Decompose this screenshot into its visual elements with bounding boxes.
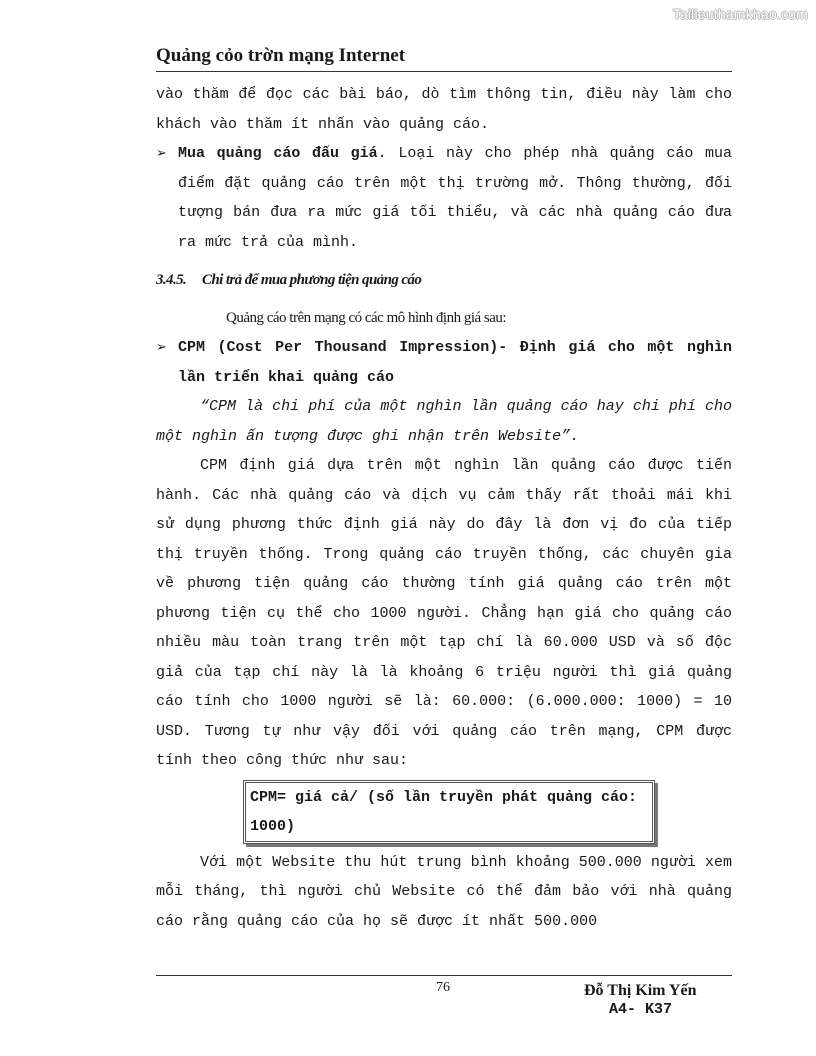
arrow-bullet-icon: ➢ xyxy=(156,340,167,355)
section-number: 3.4.5. xyxy=(156,272,187,288)
paragraph-continuation: vào thăm để đọc các bài báo, dò tìm thông tin, điều này làm cho khách vào thăm ít nhấn vào quảng cáo. xyxy=(156,86,732,133)
paragraph-website-example: Với một Website thu hút trung bình khoảng 500.000 người xem mỗi tháng, thì người chủ Website có thể đảm bảo với nhà quảng cáo rằng quảng cáo của họ sẽ được ít nhất 500.000 xyxy=(156,853,732,930)
cpm-definition-quote: “CPM là chi phí của một nghìn lần quảng cáo hay chi phí cho một nghìn ấn tượng được ghi nhận trên Website”. xyxy=(156,398,732,445)
bullet-cpm xyxy=(156,333,732,392)
footer-divider xyxy=(156,975,732,976)
author-class: A4- K37 xyxy=(609,1001,673,1018)
formula-box: CPM= giá cả/ (số lần truyền phát quảng cáo: 1000) xyxy=(243,780,655,844)
section-heading xyxy=(156,263,732,297)
bullet-auction xyxy=(156,139,732,257)
document-body xyxy=(156,80,732,936)
bullet-auction-term: Mua quảng cáo đấu giá xyxy=(178,145,378,162)
page-number: 76 xyxy=(436,980,450,995)
section-title: Chi trả để mua phương tiện quảng cáo xyxy=(202,272,422,288)
bullet-cpm-line1: CPM (Cost Per Thousand Impression)- Định giá cho một nghìn lần xyxy=(178,339,732,386)
watermark: Tailieuthamkhao.com xyxy=(672,6,808,22)
section-intro: Quảng cáo trên mạng có các mô hình định giá sau: xyxy=(226,310,507,326)
bullet-cpm-line2: triển khai quảng cáo xyxy=(214,368,395,386)
bullet-auction-text: . Loại này cho phép nhà quảng cáo mua điểm đặt quảng cáo trên một thị trường mở. Thông thường, đối tượng bán đưa ra mức giá tối thiểu, và các nhà quảng cáo đưa ra mức trả của mình. xyxy=(178,145,732,251)
author-name: Đỗ Thị Kim Yến xyxy=(584,982,697,999)
page-header-title: Quảng cỏo trờn mạng Internet xyxy=(156,45,406,66)
paragraph-cpm: CPM định giá dựa trên một nghìn lần quảng cáo được tiến hành. Các nhà quảng cáo và dịch vụ cảm thấy rất thoải mái khi sử dụng phương thức định giá này do đây là đơn vị đo của tiếp thị truyền thống. Trong quảng cáo truyền thống, các chuyên gia về phương tiện quảng cáo thường tính giá quảng cáo trên một phương tiện cụ thể cho 1000 người. Chẳng hạn giá cho quảng cáo nhiều màu toàn trang trên một tạp chí là 60.000 USD và số độc giả của tạp chí này là là khoảng 6 triệu người thì giá quảng cáo tính cho 1000 người sẽ là: 60.000: (6.000.000: 1000) = 10 USD. Tương tự như vậy đối với quảng cáo trên mạng, CPM được tính theo công thức như sau: xyxy=(156,457,732,769)
arrow-bullet-icon: ➢ xyxy=(156,146,167,161)
header-divider xyxy=(156,71,732,72)
